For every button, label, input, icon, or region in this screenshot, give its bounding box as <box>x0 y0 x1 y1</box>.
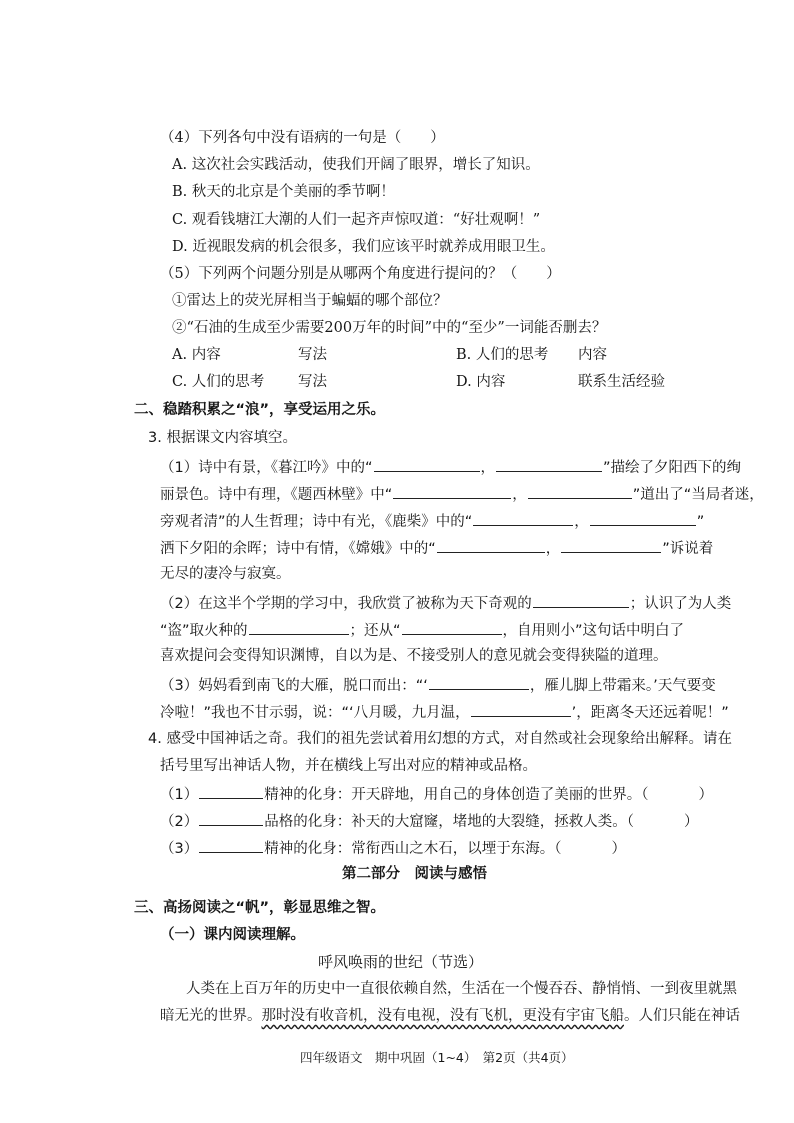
article-text-a: 暗无光的世界。 <box>160 1008 262 1024</box>
q3-3-line-1 <box>160 674 716 696</box>
q3-2-text-a: （2）在这半个学期的学习中，我欣赏了被称为天下奇观的 <box>160 596 532 612</box>
q3-1-line-1 <box>160 456 741 478</box>
q3-stem: 3. 根据课文内容填空。 <box>148 430 297 446</box>
article-para-line-2 <box>160 1006 740 1026</box>
section-3-heading: 三、高扬阅读之“帆”，彰显思维之智。 <box>134 900 386 916</box>
q3-1-text-c: ”描绘了夕阳西下的绚 <box>603 460 742 476</box>
q4-myth-item-3-text: 精神的化身：常衔西山之木石，以堙于东海。（ <box>264 841 562 857</box>
section-2-heading: 二、稳踏积累之“浪”，享受运用之乐。 <box>134 402 386 418</box>
answer-blank[interactable] <box>249 619 349 635</box>
q3-3-text-b: ，雁儿脚上带霜来。’天气要变 <box>529 678 716 694</box>
answer-blank[interactable] <box>533 592 629 608</box>
q3-2-text-e: ，自用则小”这句话中明白了 <box>502 623 685 639</box>
q3-2-text-d: ；还从“ <box>349 623 401 639</box>
q4-myth-item-3-num: （3） <box>160 841 199 857</box>
answer-blank[interactable] <box>429 674 529 690</box>
article-title: 呼风唤雨的世纪（节选） <box>318 953 484 971</box>
answer-blank[interactable] <box>496 456 602 472</box>
q4-myth-item-3 <box>160 837 626 859</box>
q3-1-text-d: 丽景色。诗中有理，《题西林壁》中“ <box>160 487 393 503</box>
q4-myth-stem-1: 4. 感受中国神话之奇。我们的祖先尝试着用幻想的方式，对自然或社会现象给出解释。请在 <box>148 731 732 747</box>
q4-option-d: D. 近视眼发病的机会很多，我们应该平时就养成用眼卫生。 <box>172 239 555 255</box>
answer-blank[interactable] <box>528 483 632 499</box>
q4-myth-item-1-text: 精神的化身：开天辟地，用自己的身体创造了美丽的世界。（ <box>264 787 649 803</box>
q3-1-line-3 <box>160 510 704 532</box>
page-footer: 四年级语文 期中巩固（1~4） 第2页（共4页） <box>300 1050 574 1065</box>
q4-myth-item-2 <box>160 810 698 832</box>
q3-1-text-e: ， <box>512 487 527 503</box>
q4-stem: （4）下列各句中没有语病的一句是（ ） <box>160 130 445 146</box>
article-text-b: 。人们只能在神话 <box>624 1008 740 1024</box>
q3-1-text-g: 旁观者清”的人生哲理；诗中有光，《鹿柴》中的“ <box>160 514 473 530</box>
q3-2-line-2 <box>160 619 684 641</box>
q4-myth-item-1 <box>160 783 713 805</box>
q3-3-text-d: ’，距离冬天还远着呢！” <box>571 705 729 721</box>
answer-blank[interactable] <box>590 510 696 526</box>
q3-1-text-j: 洒下夕阳的余晖；诗中有情，《嫦娥》中的“ <box>160 541 436 557</box>
q4-myth-item-2-end: ） <box>683 814 699 830</box>
q3-3-text-a: （3）妈妈看到南飞的大雁，脱口而出：“‘ <box>160 678 428 694</box>
q3-2-text-b: ；认识了为人类 <box>629 596 732 612</box>
q3-1-text-k: ， <box>545 541 561 557</box>
q5-question-1: ①雷达上的荧光屏相当于蝙蝠的哪个部位？ <box>172 293 448 309</box>
q3-1-text-i: ” <box>696 514 705 530</box>
reading-subheading: （一）课内阅读理解。 <box>160 927 305 943</box>
underlined-sentence: 那时没有收音机，没有电视，没有飞机，更没有宇宙飞船 <box>261 1008 624 1024</box>
q4-myth-item-1-end: ） <box>698 787 713 803</box>
answer-blank[interactable] <box>437 537 545 553</box>
q3-1-text-l: ”诉说着 <box>662 541 714 557</box>
answer-blank[interactable] <box>199 837 263 853</box>
q4-myth-stem-2: 括号里写出神话人物，并在横线上写出对应的精神或品格。 <box>160 758 537 774</box>
q4-option-b: B. 秋天的北京是个美丽的季节啊！ <box>172 184 395 200</box>
q5-option-b-key: B. 人们的思考 <box>456 347 549 363</box>
q5-option-b-val: 内容 <box>578 347 607 363</box>
q3-1-text-h: ， <box>574 514 589 530</box>
q5-stem: （5）下列两个问题分别是从哪两个角度进行提问的？（ ） <box>160 266 561 282</box>
q4-myth-item-1-num: （1） <box>160 787 199 803</box>
q5-question-2: ②“石油的生成至少需要200万年的时间”中的“至少”一词能否删去？ <box>172 320 607 336</box>
q3-2-line-1 <box>160 592 731 614</box>
answer-blank[interactable] <box>199 810 263 826</box>
answer-blank[interactable] <box>561 537 661 553</box>
answer-blank[interactable] <box>199 783 263 799</box>
q4-myth-item-2-num: （2） <box>160 814 199 830</box>
q5-option-d-key: D. 内容 <box>456 374 506 390</box>
q3-1-line-4 <box>160 537 713 559</box>
q3-2-line-3: 喜欢提问会变得知识渊博，自以为是、不接受别人的意见就会变得狭隘的道理。 <box>160 648 668 664</box>
q3-2-text-c: “盗”取火种的 <box>160 623 248 639</box>
q3-1-text-b: ， <box>480 460 495 476</box>
answer-blank[interactable] <box>473 510 573 526</box>
q4-myth-item-3-end: ） <box>611 841 626 857</box>
q5-option-c-val: 写法 <box>298 374 327 390</box>
article-para-line-1: 人类在上百万年的历史中一直很依赖自然，生活在一个慢吞吞、静悄悄、一到夜里就黑 <box>186 981 737 997</box>
q3-1-text-a: （1）诗中有景，《暮江吟》中的“ <box>160 460 373 476</box>
answer-blank[interactable] <box>471 701 571 717</box>
q5-option-d-val: 联系生活经验 <box>578 374 665 390</box>
q3-1-line-2 <box>160 483 764 505</box>
answer-blank[interactable] <box>374 456 480 472</box>
q5-option-c-key: C. 人们的思考 <box>172 374 265 390</box>
q4-option-c: C. 观看钱塘江大潮的人们一起齐声惊叹道：“好壮观啊！” <box>172 212 541 228</box>
answer-blank[interactable] <box>393 483 511 499</box>
q4-myth-item-2-text: 品格的化身：补天的大窟窿，堵地的大裂缝，拯救人类。（ <box>264 814 634 830</box>
part-2-title: 第二部分 阅读与感悟 <box>342 866 487 882</box>
q5-option-a-key: A. 内容 <box>172 347 221 363</box>
q4-option-a: A. 这次社会实践活动，使我们开阔了眼界，增长了知识。 <box>172 157 540 173</box>
q5-option-a-val: 写法 <box>298 347 327 363</box>
q3-3-line-2 <box>160 701 729 723</box>
q3-1-text-f: ”道出了“当局者迷， <box>632 487 764 503</box>
q3-1-line-5: 无尽的凄冷与寂寞。 <box>160 566 291 582</box>
q3-3-text-c: 冷啦！”我也不甘示弱，说：“‘八月暖，九月温， <box>160 705 470 721</box>
answer-blank[interactable] <box>402 619 502 635</box>
